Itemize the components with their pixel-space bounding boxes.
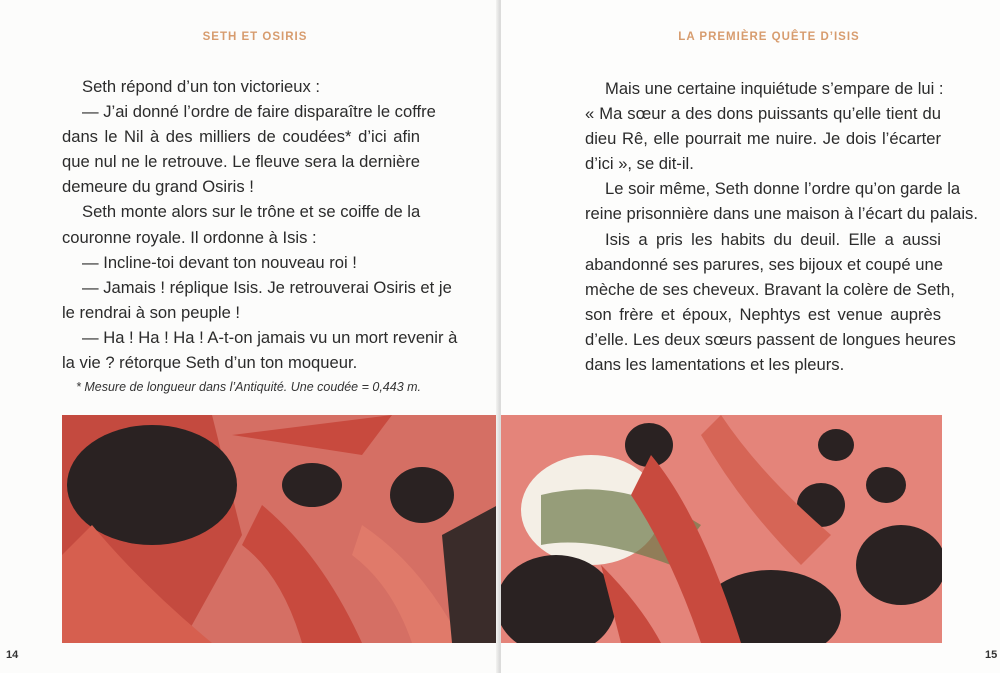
text-line: demeure du grand Osiris ! [62,177,254,197]
text-line: dans les lamentations et les pleurs. [585,355,845,375]
footnote: * Mesure de longueur dans l’Antiquité. Une coudée = 0,443 m. [76,380,422,394]
text-line: reine prisonnière dans une maison à l’écart du palais. [585,204,978,224]
text-line: couronne royale. Il ordonne à Isis : [62,227,317,247]
running-head-right: LA PREMIÈRE QUÊTE D’ISIS [678,31,860,43]
page-number-left: 14 [6,649,19,661]
running-head-left: SETH ET OSIRIS [202,31,308,43]
text-line: d’elle. Les deux sœurs passent de longues heures [585,329,956,349]
left-body-text [62,74,458,375]
text-line: que nul ne le retrouve. Le fleuve sera la dernière [62,152,420,172]
text-line: dans le Nil à des milliers de coudées* d’ici afin [62,127,420,147]
text-line: Seth répond d’un ton victorieux : [82,77,320,96]
text-line: le rendrai à son peuple ! [62,302,241,322]
text-line: abandonné ses parures, ses bijoux et coupé une [585,254,943,274]
text-line: la vie ? rétorque Seth d’un ton moqueur. [62,353,358,373]
text-line: d’ici », se dit-il. [585,154,694,174]
left-page [0,0,499,673]
text-line: Isis a pris les habits du deuil. Elle a aussi [605,229,941,249]
text-line: Le soir même, Seth donne l’ordre qu’on garde la [605,179,961,199]
text-line: — Jamais ! réplique Isis. Je retrouverai Osiris et je [82,277,452,297]
text-line: dieu Rê, elle pourrait me nuire. Je dois l’écarter [585,129,941,149]
illustration-right [501,415,942,643]
text-line: — Incline-toi devant ton nouveau roi ! [82,252,357,272]
text-line: — J’ai donné l’ordre de faire disparaître le coffre [82,102,436,122]
page-number-right: 15 [985,649,998,661]
illustration-left [62,415,498,643]
text-line: « Ma sœur a des dons puissants qu’elle tient du [585,104,941,124]
text-line: — Ha ! Ha ! Ha ! A-t-on jamais vu un mort revenir à [82,327,458,347]
text-line: Mais une certaine inquiétude s’empare de lui : [605,79,944,98]
text-line: Seth monte alors sur le trône et se coiffe de la [82,202,421,222]
text-line: son frère et époux, Nephtys est venue auprès [585,304,941,324]
text-line: mèche de ses cheveux. Bravant la colère de Seth, [585,279,955,299]
right-body-text [585,76,978,377]
right-page [501,0,1000,673]
